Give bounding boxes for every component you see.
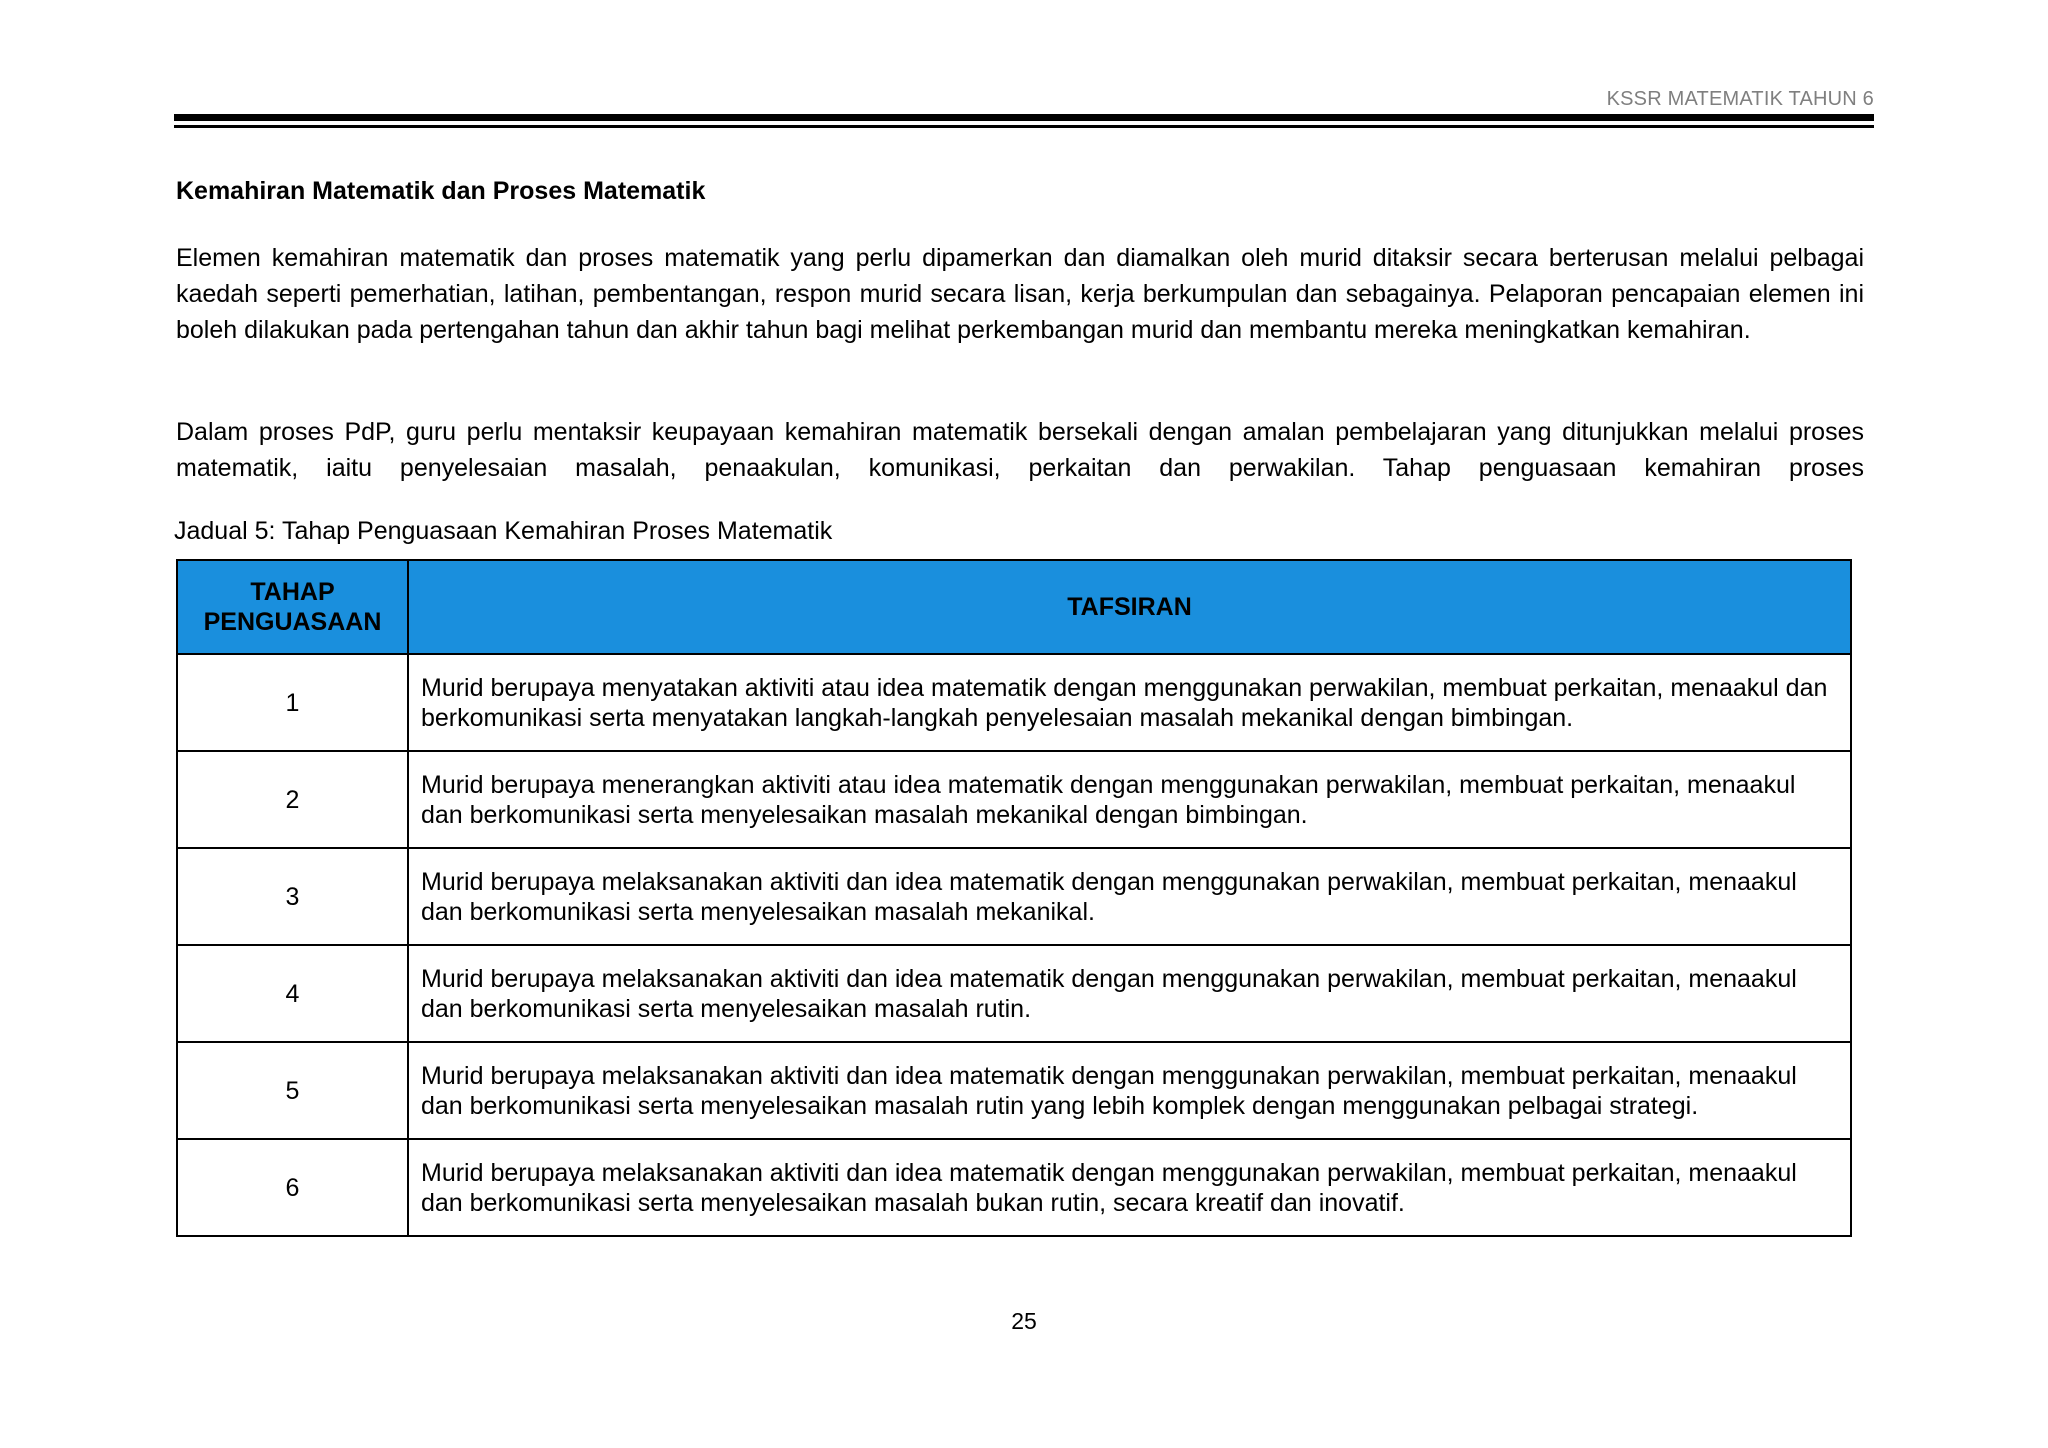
description-cell: Murid berupaya menyatakan aktiviti atau idea matematik dengan menggunakan perwakilan, membuat perkaitan, menaakul dan berkomunikasi serta menyatakan langkah-langkah penyelesaian masalah mekanikal dengan bimbingan.	[408, 654, 1851, 751]
level-cell: 6	[177, 1139, 408, 1236]
description-cell: Murid berupaya melaksanakan aktiviti dan idea matematik dengan menggunakan perwakilan, membuat perkaitan, menaakul dan berkomunikasi serta menyelesaikan masalah bukan rutin, secara kreatif dan inovatif.	[408, 1139, 1851, 1236]
page-number: 25	[1011, 1308, 1037, 1334]
level-cell: 3	[177, 848, 408, 945]
column-header-level-label: TAHAP PENGUASAAN	[203, 578, 382, 636]
table-row	[177, 945, 1851, 1042]
description-cell: Murid berupaya melaksanakan aktiviti dan idea matematik dengan menggunakan perwakilan, membuat perkaitan, menaakul dan berkomunikasi serta menyelesaikan masalah rutin yang lebih komplek dengan menggunakan pelbagai strategi.	[408, 1042, 1851, 1139]
paragraph-pdp: Dalam proses PdP, guru perlu mentaksir keupayaan kemahiran matematik bersekali dengan amalan pembelajaran yang ditunjukkan melalui proses matematik, iaitu penyelesaian masalah, penaakulan, komunikasi, perkaitan dan perwakilan. Tahap penguasaan kemahiran proses	[176, 418, 1864, 482]
table-caption: Jadual 5: Tahap Penguasaan Kemahiran Proses Matematik	[174, 517, 833, 545]
description-cell: Murid berupaya melaksanakan aktiviti dan idea matematik dengan menggunakan perwakilan, membuat perkaitan, menaakul dan berkomunikasi serta menyelesaikan masalah rutin.	[408, 945, 1851, 1042]
table-row	[177, 654, 1851, 751]
column-header-level	[177, 560, 408, 654]
header-rule-thin	[174, 125, 1874, 128]
level-cell: 5	[177, 1042, 408, 1139]
paragraph-assessment: Elemen kemahiran matematik dan proses matematik yang perlu dipamerkan dan diamalkan oleh murid ditaksir secara berterusan melalui pelbagai kaedah seperti pemerhatian, latihan, pembentangan, respon murid secara lisan, kerja berkumpulan dan sebagainya. Pelaporan pencapaian elemen ini boleh dilakukan pada pertengahan tahun dan akhir tahun bagi melihat perkembangan murid dan membantu mereka meningkatkan kemahiran.	[176, 244, 1864, 344]
header-rule-thick	[174, 114, 1874, 121]
description-cell: Murid berupaya melaksanakan aktiviti dan idea matematik dengan menggunakan perwakilan, membuat perkaitan, menaakul dan berkomunikasi serta menyelesaikan masalah mekanikal.	[408, 848, 1851, 945]
table-row	[177, 1042, 1851, 1139]
running-header: KSSR MATEMATIK TAHUN 6	[1606, 88, 1874, 110]
mastery-level-table	[176, 559, 1852, 1237]
table-header-row	[177, 560, 1851, 654]
table-row	[177, 1139, 1851, 1236]
level-cell: 1	[177, 654, 408, 751]
column-header-interpretation: TAFSIRAN	[408, 560, 1851, 654]
level-cell: 4	[177, 945, 408, 1042]
description-cell: Murid berupaya menerangkan aktiviti atau idea matematik dengan menggunakan perwakilan, membuat perkaitan, menaakul dan berkomunikasi serta menyelesaikan masalah mekanikal dengan bimbingan.	[408, 751, 1851, 848]
section-heading: Kemahiran Matematik dan Proses Matematik	[176, 177, 706, 205]
table-row	[177, 848, 1851, 945]
table-row	[177, 751, 1851, 848]
level-cell: 2	[177, 751, 408, 848]
